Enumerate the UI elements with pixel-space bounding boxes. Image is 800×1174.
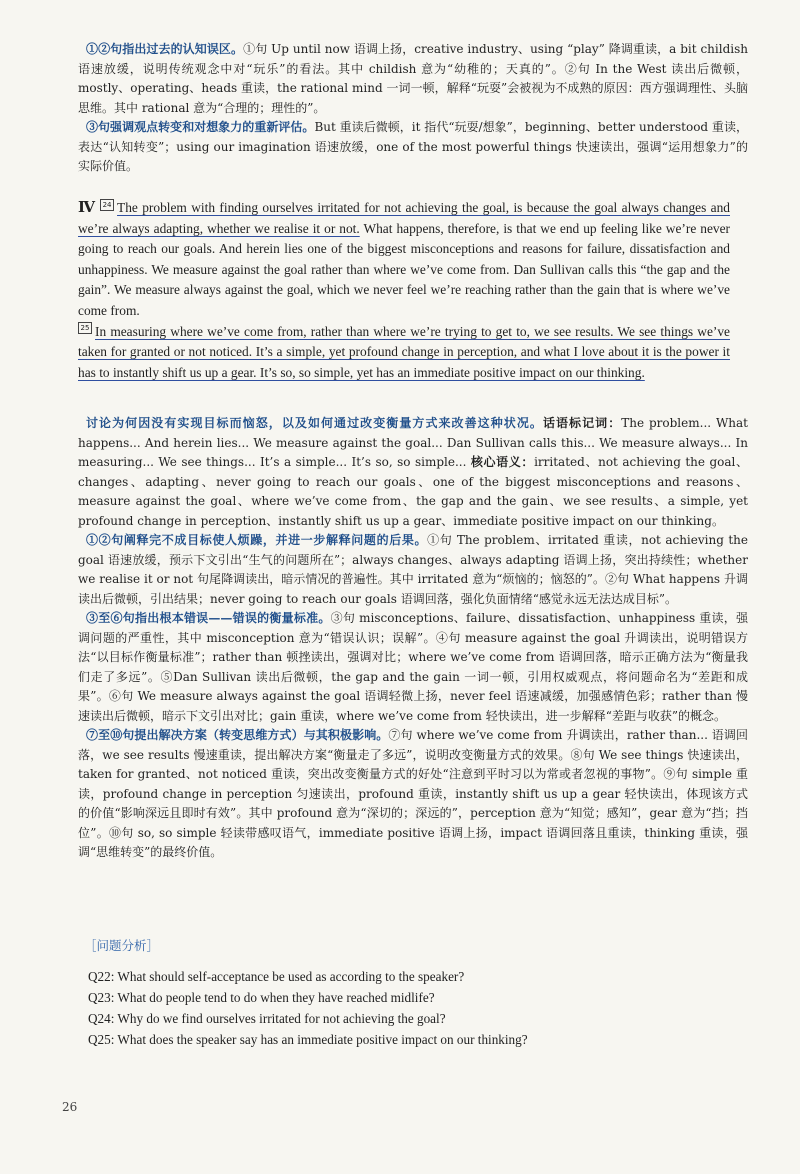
question-item: Q24: Why do we find ourselves irritated for not achieving the goal? — [88, 1011, 446, 1026]
markers-text: The problem... What happens... And herein lies... We measure against the goal... Dan Sullivan calls this... We measure always... In measuring... We see things... It’s a simple... It’s so, so simple... — [78, 416, 748, 469]
question-marker-25: 25 — [78, 322, 92, 334]
passage-text-1: What happens, therefore, is that we end up feeling like we’re never going to reach our goals. And herein lies one of the biggest misconceptions and reasons for failure, dissatisfaction and unhappiness. We measure against the goal rather than where we’ve come from. Dan Sullivan calls this “the gap and the gain”. We measure always against the goal, which we never feel we’re reaching rather than the gain that is where we’ve come from. — [78, 220, 731, 318]
paragraph-2-text: But 重读后微顿，it 指代“玩耍/想象”，beginning、better understood 重读，表达“认知转变”；using our imagination 语速放缓，one of the most powerful things 快速读出，强调“运用想象力”的实际价值。 — [78, 120, 748, 173]
paragraph-1 — [78, 40, 748, 118]
passage-underlined-1: The problem with finding ourselves irritated for not achieving the goal, is because the goal always changes and we’re always adapting, whether we realise it or not. — [78, 200, 730, 236]
passage-paragraph-2 — [78, 322, 730, 384]
analysis-3 — [78, 726, 748, 863]
markers-label: 话语标记词： — [542, 416, 622, 430]
core-text: irritated、not achieving the goal、changes、adapting、never going to reach our goals、one of the biggest misconceptions and reasons、measure against the goal、where we’ve come from、the gap and the gain、we see results、a simple, yet profound change in perception、instantly shift us up a gear、immediate positive impact on our thinking。 — [78, 455, 748, 528]
passage-underlined-2: In measuring where we’ve come from, rather than where we’re trying to get to, we see results. We see things we’ve taken for granted or not noticed. It’s a simple, yet profound change in perception, and what I love about it is the power it has to instantly shift us up a gear. It’s so, so simple, yet has an immediate positive impact on our thinking. — [78, 323, 730, 380]
analysis-section — [78, 414, 748, 863]
passage-paragraph — [78, 198, 730, 322]
questions-section — [84, 936, 754, 1050]
analysis-3-heading: ⑦至⑩句提出解决方案（转变思维方式）与其积极影响。 — [86, 728, 389, 742]
analysis-2 — [78, 609, 748, 726]
analysis-intro-heading: 讨论为何因没有实现目标而恼怒，以及如何通过改变衡量方式来改善这种状况。 — [86, 416, 543, 430]
page-number: 26 — [62, 1100, 78, 1114]
analysis-1-heading: ①②句阐释完不成目标使人烦躁，并进一步解释问题的后果。 — [86, 533, 428, 547]
analysis-2-text: ③句 misconceptions、failure、dissatisfaction、unhappiness 重读，强调问题的严重性，其中 misconception 意为“错误认识；误解”。④句 measure against the goal 升调读出，说明错误方法“以目标作衡量标准”；rather than 顿挫读出，强调对比；where we’ve come from 语调回落，暗示正确方法为“衡量我们走了多远”。⑤Dan Sullivan 读出后微顿，the gap and the gain 一词一顿，引用权威观点，将问题命名为“差距和成果”。⑥句 We measure always against the goal 语调轻微上扬，never feel 语速减缓，加强感情色彩；rather than 慢速读出后微顿，暗示下文引出对比；gain 重读，where we’ve come from 轻快读出，进一步解释“差距与收获”的概念。 — [78, 611, 748, 723]
analysis-3-text: ⑦句 where we’ve come from 升调读出，rather than... 语调回落，we see results 慢速重读，提出解决方案“衡量走了多远”，说明改变衡量方式的效果。⑧句 We see things 快速读出，taken for granted、not noticed 重读，突出改变衡量方式的好处“注意到平时习以为常或者忽视的事物”。⑨句 simple 重读，profound change in perception 匀速读出，profound 重读，instantly shift us up a gear 轻快读出，体现该方式的价值“影响深远且即时有效”。其中 profound 意为“深切的；深远的”，perception 意为“知觉；感知”，gear 意为“挡；挡位”。⑩句 so, so simple 轻读带感叹语气，immediate positive 语调上扬，impact 语调回落且重读，thinking 重读，强调“思维转变”的最终价值。 — [78, 728, 748, 859]
question-marker-24: 24 — [100, 199, 114, 211]
paragraph-2-heading: ③句强调观点转变和对想象力的重新评估。 — [86, 120, 315, 134]
analysis-intro — [78, 414, 748, 531]
paragraph-1-text: ①句 Up until now 语调上扬，creative industry、using “play” 降调重读，a bit childish 语速放缓，说明传统观念中对“玩乐”的看法。其中 childish 意为“幼稚的；天真的”。②句 In the West 读出后微顿，mostly、operating、heads 重读，the rational mind 一词一顿，解释“玩耍”会被视为不成熟的原因：西方强调理性、头脑思维。其中 rational 意为“合理的；理性的”。 — [78, 42, 748, 115]
question-analysis-badge: ［问题分析］ — [84, 938, 160, 953]
analysis-1-text: ①句 The problem、irritated 重读，not achieving the goal 语速放缓，预示下文引出“生气的问题所在”；always changes、always adapting 语调上扬，突出持续性；whether we realise it or not 句尾降调读出，暗示情况的普遍性。其中 irritated 意为“烦恼的；恼怒的”。②句 What happens 升调读出后微顿，引出结果；never going to reach our goals 语调回落，强化负面情绪“感觉永远无法达成目标”。 — [78, 533, 748, 606]
analysis-1 — [78, 531, 748, 609]
top-section — [78, 40, 748, 177]
passage-roman-numeral: Ⅳ — [78, 200, 97, 216]
core-label: 核心语义： — [470, 455, 535, 469]
passage — [78, 198, 730, 383]
paragraph-2 — [78, 118, 748, 177]
analysis-2-heading: ③至⑥句指出根本错误——错误的衡量标准。 — [86, 611, 331, 625]
question-item: Q22: What should self-acceptance be used as according to the speaker? — [88, 969, 465, 984]
paragraph-1-heading: ①②句指出过去的认知误区。 — [86, 42, 244, 56]
question-item: Q25: What does the speaker say has an immediate positive impact on our thinking? — [88, 1032, 528, 1047]
question-item: Q23: What do people tend to do when they have reached midlife? — [88, 990, 435, 1005]
